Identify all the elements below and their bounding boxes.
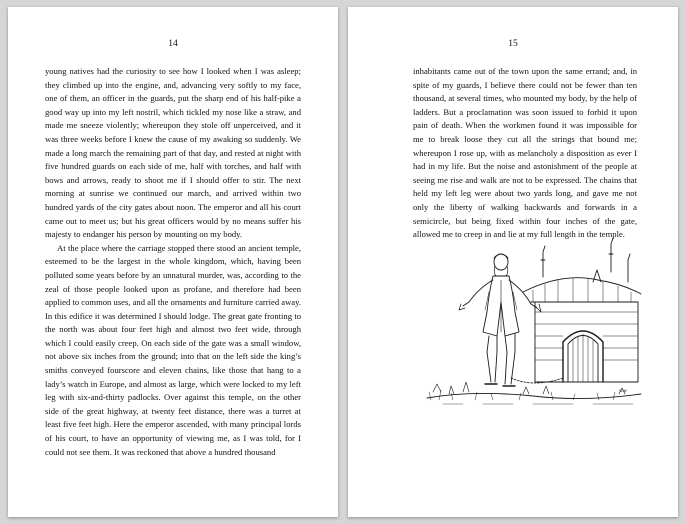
left-page [8,7,338,517]
illustration-signature: w.w [619,389,628,394]
page-number-left: 14 [168,39,178,49]
right-page [348,7,678,517]
left-paragraph-1: young natives had the curiosity to see how I looked when I was asleep; they climbed up into the engine, and, advancing very softly to my face, one of them, an officer in the guards, put the sharp end of his half-pike a good way up into my left nostril, which tickled my nose like a straw, and made me sneeze violently; whereupon they stole off unperceived, and it was three weeks before I knew the cause of my awaking so suddenly. We made a long march the remaining part of that day, and rested at night with five hundred guards on each side of me, half with torches, and half with bows and arrows, ready to shoot me if I should offer to stir. The next morning at sunrise we continued our march, and arrived within two hundred yards of the city gates about noon. The emperor and all his court came out to meet us; but his great officers would by no means suffer his majesty to endanger his person by mounting on my body. [45,66,301,240]
left-paragraph-2: At the place where the carriage stopped there stood an ancient temple, esteemed to be the largest in the whole kingdom, which, having been polluted some years before by an unnatural murder, was, according to the zeal of those people looked upon as profane, and therefore had been applied to common uses, and all the ornaments and furniture carried away. In this edifice it was determined I should lodge. The great gate fronting to the north was about four feet high and almost two feet wide, through which I could easily creep. On each side of the gate was a small window, not above six inches from the ground; into that on the left side the king’s smiths conveyed fourscore and eleven chains, like those that hang to a lady’s watch in Europe, and almost as large, which were locked to my left leg with six-and-thirty padlocks. Over against this temple, on the other side of the great highway, at twenty feet distance, there was a turret at least five feet high. Here the emperor ascended, with many principal lords of his court, to have an opportunity of viewing me, as I was told, for I could not see them. It was reckoned that above a hundred thousand [45,242,301,457]
gulliver-temple-illustration [423,232,643,407]
left-page-body [45,65,301,459]
right-paragraph-1: inhabitants came out of the town upon the same errand; and, in spite of my guards, I believe there could not be fewer than ten thousand, at several times, who mounted my body, by the help of ladders. But a proclamation was soon issued to forbid it upon pain of death. When the workmen found it was impossible for me to break loose they cut all the strings that bound me; whereupon I rose up, with as melancholy a disposition as ever I had in my life. But the noise and astonishment of the people at seeing me rise and walk are not to be expressed. The chains that held my left leg were about two yards long, and gave me not only the liberty of walking backwards and forwards in a semicircle, but being fixed within four inches of the gate, allowed me to creep in and lie at my full length in the temple. [413,66,637,240]
page-number-right: 15 [508,39,518,49]
right-page-body [413,65,637,242]
